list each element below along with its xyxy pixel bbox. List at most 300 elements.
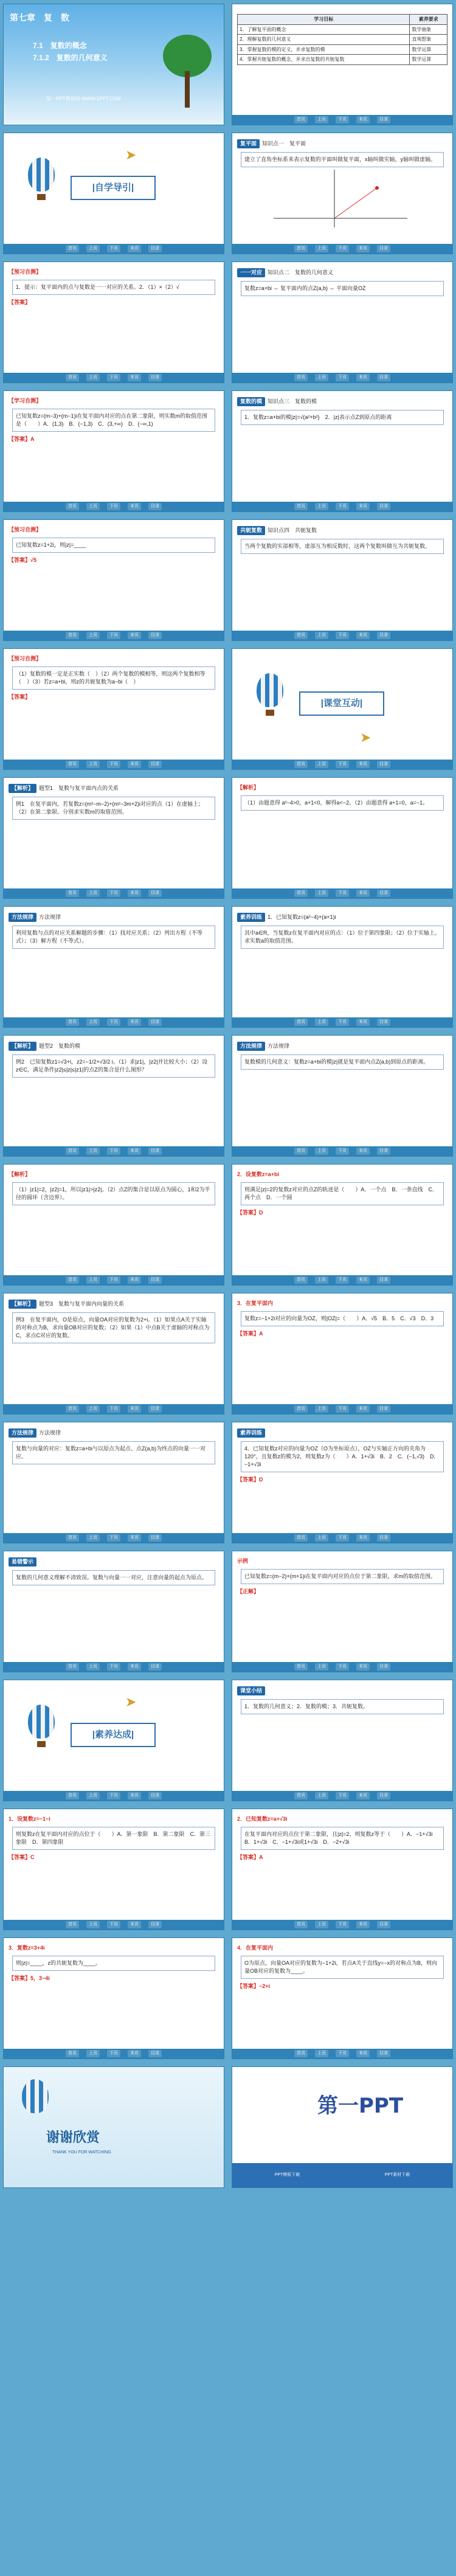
nav-first[interactable]: 首页 bbox=[294, 116, 308, 123]
nav-last[interactable]: 末页 bbox=[128, 1276, 141, 1284]
answer-label: 【答案】A bbox=[9, 436, 35, 443]
nav-next[interactable]: 下页 bbox=[336, 2050, 349, 2057]
nav-last[interactable]: 末页 bbox=[128, 1534, 141, 1542]
nav-prev[interactable]: 上页 bbox=[315, 2050, 328, 2057]
nav-next[interactable]: 下页 bbox=[336, 761, 349, 768]
nav-last[interactable]: 末页 bbox=[356, 890, 370, 897]
nav-prev[interactable]: 上页 bbox=[86, 1921, 100, 1928]
nav-first[interactable]: 首页 bbox=[294, 1148, 308, 1155]
nav-toc[interactable]: 目录 bbox=[377, 632, 390, 639]
nav-next[interactable]: 下页 bbox=[107, 1921, 120, 1928]
slide-nav bbox=[4, 1404, 224, 1414]
thanks-slide bbox=[3, 2066, 224, 2188]
goal-cell: 3．掌握复数的模的定义，并求复数的模 bbox=[238, 44, 410, 55]
nav-last[interactable]: 末页 bbox=[356, 1148, 370, 1155]
lesson-slide bbox=[3, 906, 224, 1028]
nav-next[interactable]: 下页 bbox=[107, 374, 120, 381]
basket-icon bbox=[37, 1741, 46, 1747]
slide-body: 例3 在复平面内，O是原点，向量OA对应的复数为2+i。（1）如果点A关于实轴的对称点为B，求向量OB对应的复数；（2）如果（1）中点B关于虚轴的对称点为C，求点C对应的复数。 bbox=[12, 1312, 215, 1343]
nav-first[interactable]: 首页 bbox=[294, 1276, 308, 1284]
nav-next[interactable]: 下页 bbox=[336, 1276, 349, 1284]
nav-next[interactable]: 下页 bbox=[336, 116, 349, 123]
answer-label: 【答案】D bbox=[237, 1477, 263, 1483]
nav-first[interactable]: 首页 bbox=[294, 503, 308, 510]
ppt-logo: 第一PPT bbox=[317, 2094, 404, 2118]
slide-heading: 2．已知复数z=a+√3i bbox=[237, 1816, 288, 1822]
nav-toc[interactable]: 目录 bbox=[377, 1921, 390, 1928]
nav-last[interactable]: 末页 bbox=[128, 1019, 141, 1026]
nav-first[interactable]: 首页 bbox=[66, 1663, 79, 1671]
nav-next[interactable]: 下页 bbox=[107, 245, 120, 252]
ppt-link-left[interactable]: PPT模板下载 bbox=[274, 2172, 300, 2177]
nav-prev[interactable]: 上页 bbox=[86, 374, 100, 381]
section-tag: 【解析】 bbox=[9, 1042, 36, 1051]
nav-last[interactable]: 末页 bbox=[356, 1921, 370, 1928]
complex-plane-diagram bbox=[261, 164, 420, 230]
nav-next[interactable]: 下页 bbox=[336, 1921, 349, 1928]
slide-nav bbox=[232, 1662, 452, 1672]
nav-next[interactable]: 下页 bbox=[107, 2050, 120, 2057]
nav-next[interactable]: 下页 bbox=[107, 1019, 120, 1026]
nav-first[interactable]: 首页 bbox=[294, 761, 308, 768]
thanks-title: 谢谢欣赏 bbox=[46, 2130, 100, 2145]
balloon-icon bbox=[28, 1705, 55, 1739]
goal-cell: 数学运算 bbox=[410, 55, 447, 65]
nav-toc[interactable]: 目录 bbox=[377, 2050, 390, 2057]
nav-toc[interactable]: 目录 bbox=[377, 1534, 390, 1542]
slide-body: 其中a∈R，当复数z在复平面内对应的点：（1）位于第四象限；（2）位于实轴上。求实数a的取值范围。 bbox=[241, 926, 444, 949]
lesson-slide bbox=[232, 1809, 453, 1930]
nav-next[interactable]: 下页 bbox=[336, 503, 349, 510]
slide-heading: 2．设复数z=a+bi bbox=[237, 1171, 280, 1177]
lesson-slide bbox=[232, 1293, 453, 1414]
slide-nav bbox=[4, 1920, 224, 1930]
nav-prev[interactable]: 上页 bbox=[315, 1921, 328, 1928]
slide-heading: 方法规律 bbox=[268, 1043, 290, 1049]
nav-prev[interactable]: 上页 bbox=[86, 1534, 100, 1542]
nav-prev[interactable]: 上页 bbox=[315, 374, 328, 381]
slide-heading: 【预习自测】 bbox=[9, 527, 42, 533]
nav-prev[interactable]: 上页 bbox=[315, 1019, 328, 1026]
nav-prev[interactable]: 上页 bbox=[315, 1276, 328, 1284]
nav-toc[interactable]: 目录 bbox=[377, 761, 390, 768]
slide-heading: 【解析】 bbox=[9, 1171, 31, 1177]
nav-toc[interactable]: 目录 bbox=[377, 890, 390, 897]
self-study-banner: |自学导引| bbox=[71, 176, 156, 200]
nav-last[interactable]: 末页 bbox=[128, 1663, 141, 1671]
nav-last[interactable]: 末页 bbox=[128, 374, 141, 381]
slide-nav bbox=[232, 1920, 452, 1930]
nav-last[interactable]: 末页 bbox=[356, 1405, 370, 1413]
goal-cell: 1．了解复平面的概念 bbox=[238, 24, 410, 35]
section-banner-slide bbox=[232, 648, 453, 770]
slide-body: 则满足|z|=2的复数z对应的点Z的轨迹是（ ）A．一个点 B．一条直线 C．两个点 D．一个圆 bbox=[241, 1182, 444, 1205]
nav-last[interactable]: 末页 bbox=[128, 2050, 141, 2057]
answer-label: 【答案】5，3−4i bbox=[9, 1975, 50, 1982]
nav-toc[interactable]: 目录 bbox=[148, 1921, 162, 1928]
section-tag: 方法规律 bbox=[9, 1428, 36, 1438]
nav-last[interactable]: 末页 bbox=[356, 374, 370, 381]
nav-first[interactable]: 首页 bbox=[294, 1663, 308, 1671]
nav-toc[interactable]: 目录 bbox=[377, 1663, 390, 1671]
nav-toc[interactable]: 目录 bbox=[148, 890, 162, 897]
slide-nav bbox=[232, 1404, 452, 1414]
slide-heading: 题型1 复数与复平面内点的关系 bbox=[39, 785, 119, 791]
answer-label: 【答案】√5 bbox=[9, 557, 36, 564]
nav-next[interactable]: 下页 bbox=[107, 890, 120, 897]
basket-icon bbox=[37, 194, 46, 200]
nav-toc[interactable]: 目录 bbox=[148, 503, 162, 510]
slide-body: 利用复数与点的对应关系解题的步骤：（1）找对应关系；（2）列出方程（不等式）；（3）解方程（不等式）。 bbox=[12, 926, 215, 949]
slide-body: 当两个复数的实部相等，虚部互为相反数时，这两个复数叫做互为共轭复数。 bbox=[241, 539, 444, 554]
lesson-slide bbox=[3, 1937, 224, 2059]
slide-nav bbox=[232, 1146, 452, 1156]
nav-first[interactable]: 首页 bbox=[294, 1792, 308, 1799]
nav-prev[interactable]: 上页 bbox=[315, 632, 328, 639]
nav-first[interactable]: 首页 bbox=[66, 890, 79, 897]
lesson-slide bbox=[232, 777, 453, 899]
nav-next[interactable]: 下页 bbox=[107, 1148, 120, 1155]
nav-next[interactable]: 下页 bbox=[336, 245, 349, 252]
lesson-slide bbox=[232, 1422, 453, 1543]
nav-toc[interactable]: 目录 bbox=[377, 1792, 390, 1799]
slide-body: 已知复数z=(m−2)+(m+1)i在复平面内对应的点位于第二象限，求m的取值范围。 bbox=[241, 1569, 444, 1584]
answer-label: 【答案】−2+i bbox=[237, 1983, 271, 1990]
nav-last[interactable]: 末页 bbox=[128, 1405, 141, 1413]
lesson-slide bbox=[3, 261, 224, 383]
slide-heading: 方法规律 bbox=[39, 914, 61, 920]
nav-prev[interactable]: 上页 bbox=[86, 890, 100, 897]
nav-next[interactable]: 下页 bbox=[336, 890, 349, 897]
subsection-title: 7.1.2 复数的几何意义 bbox=[33, 54, 108, 62]
nav-last[interactable]: 末页 bbox=[128, 632, 141, 639]
goal-cell: 2．理解复数的几何意义 bbox=[238, 35, 410, 45]
slide-nav bbox=[4, 1533, 224, 1543]
nav-last[interactable]: 末页 bbox=[356, 1663, 370, 1671]
slide-body: 复数的几何意义理解不清致误。复数与向量一一对应，注意向量的起点为原点。 bbox=[12, 1570, 215, 1585]
nav-prev[interactable]: 上页 bbox=[86, 632, 100, 639]
nav-next[interactable]: 下页 bbox=[107, 761, 120, 768]
nav-prev[interactable]: 上页 bbox=[86, 1405, 100, 1413]
goal-cell: 数学抽象 bbox=[410, 24, 447, 35]
section-tag: 【解析】 bbox=[9, 784, 36, 793]
section-banner-slide bbox=[3, 133, 224, 254]
slide-nav bbox=[232, 502, 452, 511]
answer-label: 【答案】A bbox=[237, 1331, 263, 1337]
section-tag: 方法规律 bbox=[237, 1042, 265, 1051]
nav-toc[interactable]: 目录 bbox=[148, 1019, 162, 1026]
slide-nav bbox=[4, 631, 224, 640]
nav-last[interactable]: 末页 bbox=[356, 1792, 370, 1799]
slide-nav bbox=[4, 2049, 224, 2058]
nav-next[interactable]: 下页 bbox=[107, 1663, 120, 1671]
nav-first[interactable]: 首页 bbox=[294, 1534, 308, 1542]
nav-prev[interactable]: 上页 bbox=[86, 761, 100, 768]
nav-next[interactable]: 下页 bbox=[336, 1534, 349, 1542]
slide-nav bbox=[4, 502, 224, 511]
nav-next[interactable]: 下页 bbox=[336, 1792, 349, 1799]
nav-next[interactable]: 下页 bbox=[336, 1663, 349, 1671]
nav-prev[interactable]: 上页 bbox=[86, 1663, 100, 1671]
slide-heading: 方法规律 bbox=[39, 1430, 61, 1436]
slide-heading: 知识点三 复数的模 bbox=[268, 398, 317, 404]
nav-first[interactable]: 首页 bbox=[66, 1792, 79, 1799]
nav-prev[interactable]: 上页 bbox=[86, 245, 100, 252]
slide-nav bbox=[4, 1146, 224, 1156]
section-banner-slide bbox=[3, 1680, 224, 1801]
nav-toc[interactable]: 目录 bbox=[377, 116, 390, 123]
nav-next[interactable]: 下页 bbox=[336, 1148, 349, 1155]
goal-cell: 数学运算 bbox=[410, 44, 447, 55]
slide-nav bbox=[4, 888, 224, 898]
slide-body: （1）由题意得 a²−4>0，a+1<0，解得a<−2。（2）由题意得 a+1=0，a=−1。 bbox=[241, 795, 444, 811]
paper-plane-icon: ➤ bbox=[360, 730, 371, 745]
nav-last[interactable]: 末页 bbox=[128, 890, 141, 897]
nav-prev[interactable]: 上页 bbox=[86, 2050, 100, 2057]
nav-toc[interactable]: 目录 bbox=[377, 1148, 390, 1155]
nav-prev[interactable]: 上页 bbox=[315, 1534, 328, 1542]
slide-nav bbox=[232, 760, 452, 769]
nav-prev[interactable]: 上页 bbox=[315, 116, 328, 123]
slide-nav bbox=[232, 1533, 452, 1543]
classroom-banner: |课堂互动| bbox=[299, 691, 384, 716]
nav-next[interactable]: 下页 bbox=[336, 632, 349, 639]
slide-body: 4．已知复数z对应的向量为OZ（O为坐标原点），OZ与实轴正方向的夹角为120°，且复数z的模为2，则复数z为（ ）A．1+√3i B．2 C．(−1,√3) D．−1+√3i bbox=[241, 1441, 444, 1472]
nav-next[interactable]: 下页 bbox=[107, 1276, 120, 1284]
nav-first[interactable]: 首页 bbox=[294, 245, 308, 252]
nav-prev[interactable]: 上页 bbox=[315, 245, 328, 252]
goal-cell: 直观想象 bbox=[410, 35, 447, 45]
slide-body: 在复平面内对应的点位于第二象限，且|z|=2，则复数z等于（ ）A．−1+√3i B．1+√3i C．−1+√3i或1+√3i D．−2+√3i bbox=[241, 1827, 444, 1850]
nav-first[interactable]: 首页 bbox=[66, 1276, 79, 1284]
nav-first[interactable]: 首页 bbox=[66, 1148, 79, 1155]
cover-slide bbox=[3, 4, 224, 125]
goals-header: 学习目标 bbox=[238, 15, 410, 25]
slide-nav bbox=[232, 115, 452, 125]
lesson-slide bbox=[232, 1035, 453, 1157]
nav-first[interactable]: 首页 bbox=[66, 2050, 79, 2057]
nav-last[interactable]: 末页 bbox=[128, 245, 141, 252]
nav-toc[interactable]: 目录 bbox=[377, 1405, 390, 1413]
nav-last[interactable]: 末页 bbox=[128, 1148, 141, 1155]
slide-nav bbox=[4, 1662, 224, 1672]
section-tag: 【解析】 bbox=[9, 1300, 36, 1309]
nav-last[interactable]: 末页 bbox=[128, 761, 141, 768]
nav-last[interactable]: 末页 bbox=[356, 1534, 370, 1542]
slide-heading: 4．在复平面内 bbox=[237, 1945, 274, 1951]
slide-nav bbox=[232, 1275, 452, 1285]
slide-body: 复数与向量的对应：复数z=a+bi与以原点为起点、点Z(a,b)为终点的向量一一对应。 bbox=[12, 1441, 215, 1464]
nav-next[interactable]: 下页 bbox=[336, 374, 349, 381]
chapter-title: 第七章 复 数 bbox=[10, 13, 69, 23]
slide-body: O为原点，向量OA对应的复数为−1+2i，若点A关于直线y=−x的对称点为B，则向量OB对应的复数为____。 bbox=[241, 1956, 444, 1979]
nav-next[interactable]: 下页 bbox=[336, 1405, 349, 1413]
lesson-slide bbox=[232, 133, 453, 254]
lesson-slide bbox=[3, 519, 224, 641]
nav-last[interactable]: 末页 bbox=[356, 761, 370, 768]
nav-toc[interactable]: 目录 bbox=[377, 503, 390, 510]
nav-first[interactable]: 首页 bbox=[66, 1921, 79, 1928]
nav-last[interactable]: 末页 bbox=[356, 2050, 370, 2057]
slide-heading: 题型3 复数与复平面内向量的关系 bbox=[39, 1301, 125, 1307]
nav-last[interactable]: 末页 bbox=[128, 1921, 141, 1928]
nav-toc[interactable]: 目录 bbox=[148, 1148, 162, 1155]
slide-heading: 【解析】 bbox=[237, 784, 260, 791]
slide-nav bbox=[4, 1791, 224, 1801]
answer-label: 【正解】 bbox=[237, 1588, 260, 1595]
nav-prev[interactable]: 上页 bbox=[315, 890, 328, 897]
basket-icon bbox=[266, 710, 274, 716]
slide-body: 则复数z在复平面内对应的点位于（ ）A．第一象限 B．第二象限 C．第三象限 D．第四象限 bbox=[12, 1827, 215, 1850]
nav-first[interactable]: 首页 bbox=[294, 1921, 308, 1928]
nav-prev[interactable]: 上页 bbox=[86, 1792, 100, 1799]
nav-last[interactable]: 末页 bbox=[356, 245, 370, 252]
nav-next[interactable]: 下页 bbox=[107, 1405, 120, 1413]
nav-toc[interactable]: 目录 bbox=[148, 1276, 162, 1284]
nav-next[interactable]: 下页 bbox=[107, 1792, 120, 1799]
answer-label: 【答案】C bbox=[9, 1854, 35, 1861]
nav-last[interactable]: 末页 bbox=[128, 503, 141, 510]
section-tag: 复数的模 bbox=[237, 397, 265, 406]
slide-heading: 【预习自测】 bbox=[9, 269, 42, 275]
section-tag: 素养训练 bbox=[237, 913, 265, 922]
nav-toc[interactable]: 目录 bbox=[377, 245, 390, 252]
nav-prev[interactable]: 上页 bbox=[86, 1148, 100, 1155]
lesson-slide bbox=[232, 261, 453, 383]
slide-body: 1．复数的几何意义；2．复数的模；3．共轭复数。 bbox=[241, 1699, 444, 1714]
nav-first[interactable]: 首页 bbox=[294, 2050, 308, 2057]
slide-nav bbox=[232, 2049, 452, 2058]
balloon-icon bbox=[257, 673, 283, 707]
nav-toc[interactable]: 目录 bbox=[148, 1663, 162, 1671]
lesson-slide bbox=[232, 1164, 453, 1286]
thanks-subtitle: THANK YOU FOR WATCHING bbox=[52, 2150, 111, 2155]
nav-toc[interactable]: 目录 bbox=[377, 1276, 390, 1284]
nav-first[interactable]: 首页 bbox=[66, 503, 79, 510]
ppt-link-right[interactable]: PPT素材下载 bbox=[384, 2172, 410, 2177]
nav-first[interactable]: 首页 bbox=[294, 374, 308, 381]
nav-prev[interactable]: 上页 bbox=[315, 503, 328, 510]
section-tag: 共轭复数 bbox=[237, 526, 265, 535]
nav-prev[interactable]: 上页 bbox=[86, 503, 100, 510]
lesson-slide bbox=[232, 906, 453, 1028]
ppt-ad-slide bbox=[232, 2066, 453, 2188]
slide-body: （1）复数的模一定是正实数（ ）（2）两个复数的模相等，则这两个复数相等（ ）（3）若z=a+bi，则z的共轭复数为a−bi（ ） bbox=[12, 667, 215, 690]
slide-heading: 题型2 复数的模 bbox=[39, 1043, 81, 1049]
slide-heading: 【预习自测】 bbox=[9, 656, 42, 662]
slide-heading: 1．设复数z=−1−i bbox=[9, 1816, 50, 1822]
slide-heading: 1．已知复数z=(a²−4)+(a+1)i bbox=[268, 914, 336, 920]
nav-first[interactable]: 首页 bbox=[294, 1019, 308, 1026]
lesson-slide bbox=[3, 777, 224, 899]
nav-toc[interactable]: 目录 bbox=[148, 632, 162, 639]
slide-heading: 3．复数z=3+4i bbox=[9, 1945, 45, 1951]
lesson-slide bbox=[3, 1551, 224, 1672]
nav-toc[interactable]: 目录 bbox=[148, 761, 162, 768]
nav-toc[interactable]: 目录 bbox=[148, 374, 162, 381]
nav-toc[interactable]: 目录 bbox=[148, 1534, 162, 1542]
nav-first[interactable]: 首页 bbox=[66, 245, 79, 252]
slide-nav bbox=[4, 1017, 224, 1027]
nav-first[interactable]: 首页 bbox=[66, 761, 79, 768]
lesson-slide bbox=[232, 390, 453, 512]
slide-nav bbox=[232, 1017, 452, 1027]
lesson-slide bbox=[232, 519, 453, 641]
paper-plane-icon: ➤ bbox=[125, 147, 137, 162]
lesson-slide bbox=[3, 1422, 224, 1543]
nav-last[interactable]: 末页 bbox=[356, 632, 370, 639]
nav-prev[interactable]: 上页 bbox=[86, 1276, 100, 1284]
slide-nav bbox=[232, 888, 452, 898]
section-title: 7.1 复数的概念 bbox=[33, 41, 87, 50]
nav-prev[interactable]: 上页 bbox=[315, 761, 328, 768]
nav-next[interactable]: 下页 bbox=[107, 503, 120, 510]
answer-label: 【答案】 bbox=[9, 299, 31, 306]
nav-last[interactable]: 末页 bbox=[356, 1276, 370, 1284]
slide-body: 例2 已知复数z1=√3+i，z2=−1/2+√3/2 i。（1）求|z1|，|z2|并比较大小；（2）设z∈C，满足条件|z2|≤|z|≤|z1|的点Z的集合是什么图形？ bbox=[12, 1054, 215, 1078]
nav-last[interactable]: 末页 bbox=[356, 503, 370, 510]
slide-body: 已知复数z=1+2i，则|z|=____ bbox=[12, 538, 215, 553]
nav-prev[interactable]: 上页 bbox=[315, 1405, 328, 1413]
slide-body: 复数z=a+bi ⇔ 复平面内的点Z(a,b) ⇔ 平面向量OZ bbox=[241, 281, 444, 296]
lesson-slide bbox=[232, 1680, 453, 1801]
nav-toc[interactable]: 目录 bbox=[148, 2050, 162, 2057]
lesson-slide bbox=[3, 1164, 224, 1286]
nav-first[interactable]: 首页 bbox=[66, 374, 79, 381]
slide-body: 1．提示：复平面内的点与复数是一一对应的关系。2．（1）×（2）√ bbox=[12, 280, 215, 295]
answer-label: 【答案】D bbox=[237, 1210, 263, 1216]
nav-prev[interactable]: 上页 bbox=[315, 1148, 328, 1155]
nav-toc[interactable]: 目录 bbox=[377, 374, 390, 381]
nav-first[interactable]: 首页 bbox=[294, 890, 308, 897]
nav-prev[interactable]: 上页 bbox=[86, 1019, 100, 1026]
slide-nav bbox=[4, 760, 224, 769]
slide-nav bbox=[4, 373, 224, 383]
nav-first[interactable]: 首页 bbox=[66, 1534, 79, 1542]
nav-first[interactable]: 首页 bbox=[66, 1405, 79, 1413]
answer-label: 【答案】A bbox=[237, 1854, 263, 1861]
slide-heading: 知识点四 共轭复数 bbox=[268, 527, 317, 533]
nav-next[interactable]: 下页 bbox=[107, 1534, 120, 1542]
nav-last[interactable]: 末页 bbox=[356, 116, 370, 123]
slide-nav bbox=[4, 244, 224, 254]
lesson-slide bbox=[3, 390, 224, 512]
nav-first[interactable]: 首页 bbox=[294, 1405, 308, 1413]
slide-nav bbox=[232, 244, 452, 254]
slide-nav bbox=[232, 373, 452, 383]
nav-prev[interactable]: 上页 bbox=[315, 1792, 328, 1799]
nav-toc[interactable]: 目录 bbox=[148, 245, 162, 252]
paper-plane-icon: ➤ bbox=[125, 1694, 137, 1709]
site-url: 第一PPT模板网-WWW.1PPT.COM bbox=[46, 96, 121, 102]
nav-toc[interactable]: 目录 bbox=[377, 1019, 390, 1026]
nav-first[interactable]: 首页 bbox=[66, 1019, 79, 1026]
slide-body: （1）|z1|=2，|z2|=1，所以|z1|>|z2|。（2）点Z的集合是以原点为圆心，1和2为半径的圆环（含边界）。 bbox=[12, 1182, 215, 1205]
slide-body: 建立了直角坐标系来表示复数的平面叫做复平面，x轴叫做实轴，y轴叫做虚轴。 bbox=[241, 152, 444, 167]
nav-last[interactable]: 末页 bbox=[356, 1019, 370, 1026]
nav-next[interactable]: 下页 bbox=[107, 632, 120, 639]
nav-toc[interactable]: 目录 bbox=[148, 1792, 162, 1799]
nav-first[interactable]: 首页 bbox=[294, 632, 308, 639]
lesson-slide bbox=[3, 1809, 224, 1930]
nav-prev[interactable]: 上页 bbox=[315, 1663, 328, 1671]
nav-last[interactable]: 末页 bbox=[128, 1792, 141, 1799]
slide-heading: 知识点二 复数的几何意义 bbox=[268, 269, 334, 275]
nav-first[interactable]: 首页 bbox=[66, 632, 79, 639]
slide-body: 已知复数z=(m−3)+(m−1)i在复平面内对应的点在第二象限，则实数m的取值范围是（ ）A．(1,3) B．(−1,3) C．(3,+∞) D．(−∞,1) bbox=[12, 409, 215, 432]
nav-next[interactable]: 下页 bbox=[336, 1019, 349, 1026]
nav-toc[interactable]: 目录 bbox=[148, 1405, 162, 1413]
